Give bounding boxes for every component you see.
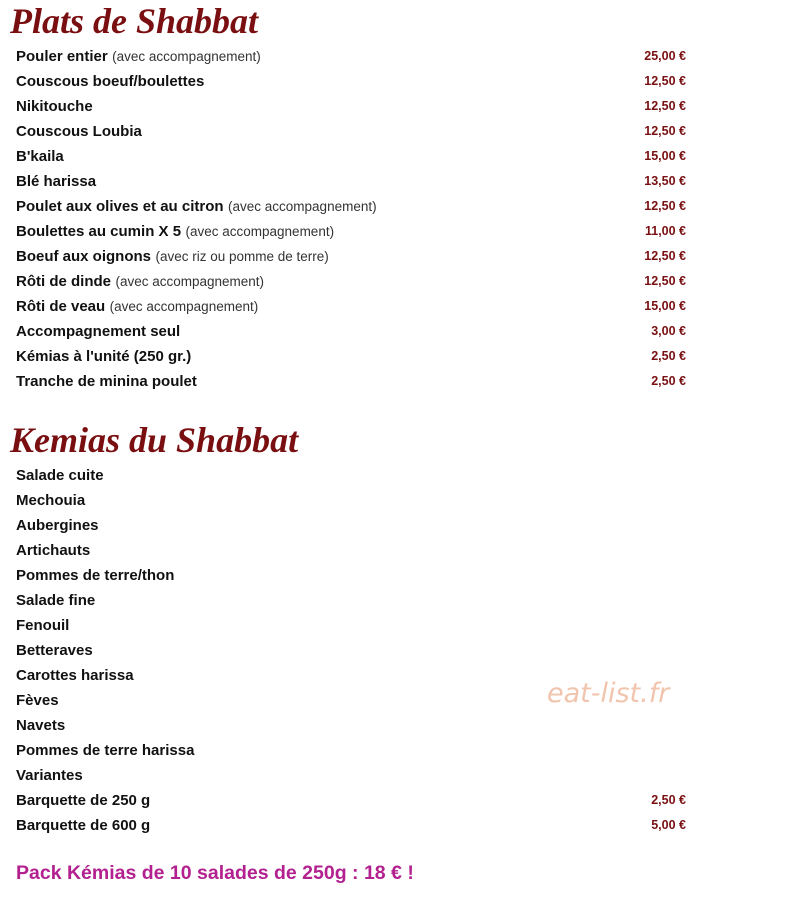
menu-item-note: (avec accompagnement) <box>115 274 265 289</box>
menu-item-note: (avec accompagnement) <box>109 299 259 314</box>
menu-item-name: Couscous Loubia <box>16 123 142 140</box>
menu-item <box>16 738 686 763</box>
menu-item-name: Barquette de 250 g <box>16 792 151 809</box>
menu-item <box>16 319 686 344</box>
menu-item <box>16 244 686 269</box>
menu-item-price: 5,00 € <box>651 818 686 832</box>
menu-item-name: Rôti de veau <box>16 298 106 315</box>
menu-item <box>16 813 686 838</box>
menu-item-name: Tranche de minina poulet <box>16 373 197 390</box>
menu-item-name: Navets <box>16 717 66 734</box>
site-watermark: eat-list.fr <box>547 678 670 709</box>
menu-item <box>16 588 686 613</box>
menu-item-name: Carottes harissa <box>16 667 134 684</box>
menu-item-name: Fenouil <box>16 617 70 634</box>
menu-item <box>16 538 686 563</box>
menu-item-name: Pouler entier <box>16 48 108 65</box>
menu-item-price: 13,50 € <box>644 174 686 188</box>
menu-item-price: 12,50 € <box>644 249 686 263</box>
menu-item <box>16 638 686 663</box>
menu-item <box>16 463 686 488</box>
menu-item-name: Salade cuite <box>16 467 104 484</box>
plats-menu-list <box>16 44 686 394</box>
menu-item <box>16 294 686 319</box>
menu-item <box>16 194 686 219</box>
menu-item <box>16 119 686 144</box>
menu-item-name: Blé harissa <box>16 173 97 190</box>
menu-item-name: Kémias à l'unité (250 gr.) <box>16 348 192 365</box>
menu-item <box>16 144 686 169</box>
menu-item-price: 15,00 € <box>644 299 686 313</box>
menu-item <box>16 513 686 538</box>
menu-item-price: 25,00 € <box>644 49 686 63</box>
menu-item-name: Boulettes au cumin X 5 <box>16 223 182 240</box>
menu-item-price: 12,50 € <box>644 274 686 288</box>
menu-item <box>16 69 686 94</box>
menu-item-name: Accompagnement seul <box>16 323 181 340</box>
menu-item-name: Couscous boeuf/boulettes <box>16 73 205 90</box>
menu-item-note: (avec accompagnement) <box>228 199 377 214</box>
menu-item-name: Variantes <box>16 767 83 784</box>
menu-item <box>16 94 686 119</box>
menu-item-price: 12,50 € <box>644 199 686 213</box>
menu-item <box>16 563 686 588</box>
menu-item-name: Rôti de dinde <box>16 273 111 290</box>
menu-item-name: Salade fine <box>16 592 96 609</box>
menu-item-name: Boeuf aux oignons <box>16 248 151 265</box>
menu-item <box>16 369 686 394</box>
menu-item-price: 2,50 € <box>651 349 686 363</box>
menu-item-name: Barquette de 600 g <box>16 817 151 834</box>
menu-item <box>16 763 686 788</box>
menu-item <box>16 269 686 294</box>
menu-item-note: (avec riz ou pomme de terre) <box>155 249 329 264</box>
menu-item-note: (avec accompagnement) <box>185 224 335 239</box>
menu-item <box>16 488 686 513</box>
pack-offer-banner: Pack Kémias de 10 salades de 250g : 18 € ! <box>16 862 414 884</box>
menu-item-price: 11,00 € <box>644 224 686 238</box>
menu-item-name: Aubergines <box>16 517 99 534</box>
menu-item-note: (avec accompagnement) <box>112 49 261 64</box>
kemias-menu-list <box>16 463 686 838</box>
menu-item-name: Fèves <box>16 692 59 709</box>
menu-item-price: 12,50 € <box>644 74 686 88</box>
menu-item-name: Nikitouche <box>16 98 93 115</box>
menu-item-name: Pommes de terre/thon <box>16 567 175 584</box>
menu-item <box>16 44 686 69</box>
kemias-section-title: Kemias du Shabbat <box>10 420 299 460</box>
menu-item <box>16 713 686 738</box>
menu-item-name: B'kaila <box>16 148 64 165</box>
menu-item-name: Poulet aux olives et au citron <box>16 198 224 215</box>
menu-item-price: 12,50 € <box>644 99 686 113</box>
menu-item <box>16 788 686 813</box>
menu-item-price: 3,00 € <box>651 324 686 338</box>
menu-item-price: 15,00 € <box>644 149 686 163</box>
menu-item <box>16 219 686 244</box>
plats-section-title: Plats de Shabbat <box>10 1 259 41</box>
menu-item-price: 2,50 € <box>651 374 686 388</box>
menu-item-name: Pommes de terre harissa <box>16 742 195 759</box>
menu-item-price: 2,50 € <box>651 793 686 807</box>
menu-item <box>16 613 686 638</box>
menu-item-name: Artichauts <box>16 542 91 559</box>
menu-item-price: 12,50 € <box>644 124 686 138</box>
menu-item-name: Mechouia <box>16 492 86 509</box>
menu-item-name: Betteraves <box>16 642 93 659</box>
menu-item <box>16 344 686 369</box>
menu-item <box>16 169 686 194</box>
